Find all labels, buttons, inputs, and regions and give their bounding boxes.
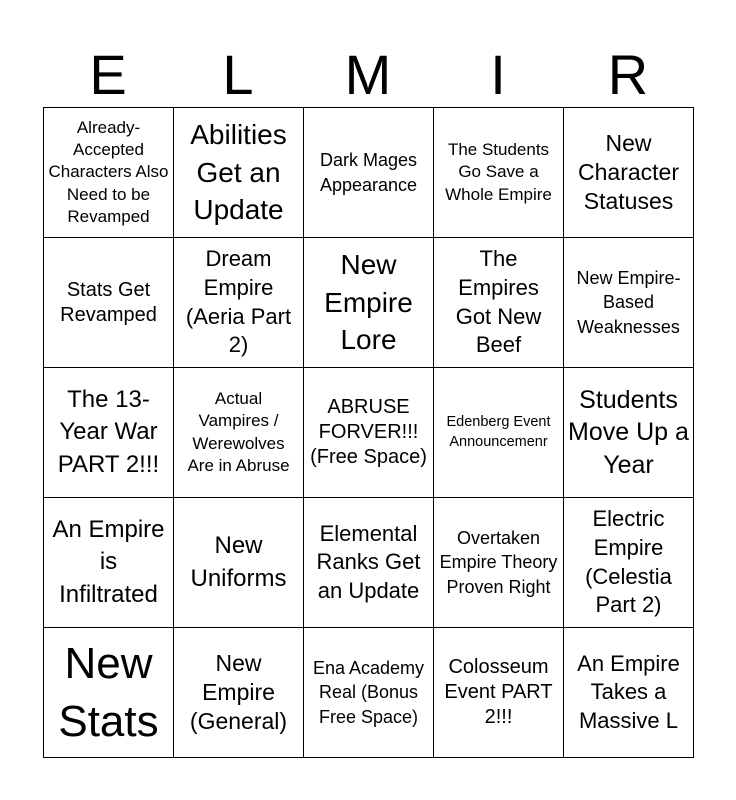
bingo-cell-text: Stats Get Revamped: [60, 278, 157, 326]
bingo-cell[interactable]: [304, 238, 434, 368]
bingo-cell[interactable]: [564, 628, 694, 758]
bingo-cell[interactable]: [44, 108, 174, 238]
bingo-cell-text: Dark Mages Appearance: [319, 150, 418, 195]
bingo-cell[interactable]: [44, 368, 174, 498]
bingo-cell[interactable]: [564, 498, 694, 628]
bingo-cell[interactable]: [44, 498, 174, 628]
bingo-cell-text: New Empire Lore: [324, 248, 413, 356]
bingo-cell[interactable]: [174, 628, 304, 758]
bingo-cell-text: New Stats: [58, 639, 159, 746]
bingo-cell-text: Overtaken Empire Theory Proven Right: [439, 528, 558, 597]
bingo-cell-text: Electric Empire (Celestia Part 2): [585, 506, 672, 618]
header-letter-1: E: [89, 43, 127, 106]
bingo-cell-text: Ena Academy Real (Bonus Free Space): [312, 658, 425, 727]
bingo-cell[interactable]: [304, 368, 434, 498]
bingo-cell-text: The 13-Year War PART 2!!!: [57, 385, 160, 478]
bingo-cell-text: Dream Empire (Aeria Part 2): [185, 246, 292, 358]
bingo-cell-text: New Empire-Based Weaknesses: [576, 268, 681, 337]
header-letter-4: I: [490, 43, 506, 106]
bingo-cell-text: An Empire is Infiltrated: [52, 515, 165, 608]
bingo-cell[interactable]: [434, 368, 564, 498]
bingo-cell-text: New Uniforms: [190, 532, 287, 592]
bingo-cell[interactable]: [434, 628, 564, 758]
bingo-cell-text: Students Move Up a Year: [568, 385, 689, 479]
bingo-cell-text: Elemental Ranks Get an Update: [316, 520, 421, 603]
bingo-cell[interactable]: [434, 108, 564, 238]
bingo-cell-text: Abilities Get an Update: [190, 118, 287, 226]
bingo-cell-text: Edenberg Event Announcemenr: [446, 413, 551, 450]
bingo-cell[interactable]: [304, 628, 434, 758]
bingo-cell-text: Already-Accepted Characters Also Need to be Revamped: [48, 118, 169, 226]
bingo-cell[interactable]: [564, 108, 694, 238]
bingo-cell-text: ABRUSE FORVER!!! (Free Space): [310, 396, 427, 468]
bingo-cell[interactable]: [174, 368, 304, 498]
bingo-cell-text: The Students Go Save a Whole Empire: [445, 140, 552, 204]
bingo-cell-text: The Empires Got New Beef: [455, 246, 542, 358]
bingo-cell-text: An Empire Takes a Massive L: [577, 650, 680, 733]
bingo-cell-text: New Character Statuses: [578, 130, 679, 214]
bingo-cell[interactable]: [434, 238, 564, 368]
bingo-cell-text: Actual Vampires / Werewolves Are in Abruse: [187, 389, 290, 475]
bingo-cell-text: Colosseum Event PART 2!!!: [444, 656, 553, 728]
bingo-header: [43, 42, 693, 108]
bingo-card: [43, 107, 694, 758]
header-letter-3: M: [344, 43, 392, 106]
bingo-cell[interactable]: [174, 498, 304, 628]
bingo-cell[interactable]: [174, 238, 304, 368]
bingo-cell[interactable]: [304, 498, 434, 628]
header-letter-5: R: [607, 43, 649, 106]
bingo-cell[interactable]: [174, 108, 304, 238]
bingo-cell[interactable]: [44, 238, 174, 368]
bingo-cell-text: New Empire (General): [189, 650, 288, 734]
bingo-cell[interactable]: [564, 368, 694, 498]
bingo-cell[interactable]: [44, 628, 174, 758]
header-letter-2: L: [222, 43, 254, 106]
bingo-cell[interactable]: [304, 108, 434, 238]
bingo-cell[interactable]: [564, 238, 694, 368]
bingo-cell[interactable]: [434, 498, 564, 628]
